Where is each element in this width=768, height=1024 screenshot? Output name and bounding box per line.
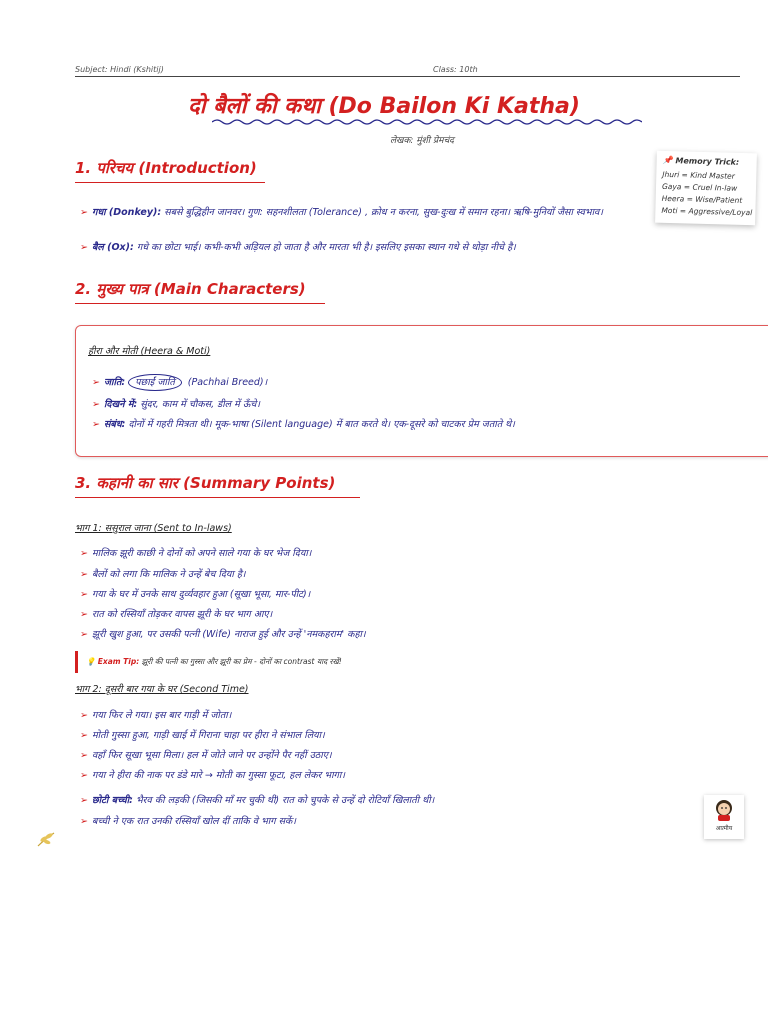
- arrow-icon: ➢: [92, 399, 100, 410]
- author-line: लेखक: मुंशी प्रेमचंद: [390, 136, 454, 146]
- arrow-icon: ➢: [80, 242, 88, 253]
- looks-point: [92, 398, 260, 411]
- memory-trick-note: [655, 151, 757, 226]
- characters-subheading: हीरा और मोती (Heera & Moti): [88, 346, 211, 357]
- relation-text: दोनों में गहरी मित्रता थी। मूक-भाषा (Silent language) में बात करते थे। एक-दूसरे को चाटकर प्रेम जताते थे।: [125, 419, 515, 430]
- part1-point: ➢ गया के घर में उनके साथ दुर्व्यवहार हुआ (सूखा भूसा, मार-पीट)।: [80, 589, 311, 600]
- section-introduction-heading: 1. परिचय (Introduction): [75, 158, 265, 183]
- memory-trick-item: Jhuri = Kind Master: [662, 169, 735, 181]
- arrow-icon: ➢: [80, 795, 88, 806]
- subject-label: Subject: Hindi (Kshitij): [75, 65, 164, 74]
- arrow-icon: ➢: [80, 569, 88, 580]
- section-summary-heading: 3. कहानी का सार (Summary Points): [75, 473, 360, 498]
- arrow-icon: ➢: [80, 770, 88, 781]
- part2-point: ➢ गया फिर ले गया। इस बार गाड़ी में जोता।: [80, 710, 232, 721]
- arrow-icon: ➢: [80, 548, 88, 559]
- ox-label: बैल (Ox):: [91, 242, 134, 253]
- arrow-icon: ➢: [80, 710, 88, 721]
- arrow-icon: ➢: [80, 207, 88, 218]
- breed-label: जाति:: [103, 377, 126, 388]
- part1-heading: भाग 1: ससुराल जाना (Sent to In-laws): [75, 523, 232, 534]
- part2-point: ➢ मोती गुस्सा हुआ, गाड़ी खाई में गिराना चाहा पर हीरा ने संभाल लिया।: [80, 730, 325, 741]
- avatar-caption: आत्मीय: [715, 825, 733, 832]
- ox-text: गधे का छोटा भाई। कभी-कभी अड़ियल हो जाता है और मारता भी है। इसलिए इसका स्थान गधे से थोड़ा नीचे है।: [133, 242, 516, 253]
- lightbulb-icon: 💡: [86, 657, 96, 666]
- arrow-icon: ➢: [80, 730, 88, 741]
- page-title: दो बैलों की कथा (Do Bailon Ki Katha): [188, 94, 580, 119]
- part2-heading: भाग 2: दूसरी बार गया के घर (Second Time): [75, 684, 249, 695]
- girl-label: छोटी बच्ची:: [91, 795, 133, 806]
- part2-point: ➢ वहाँ फिर सूखा भूसा मिला। हल में जोते जाने पर उन्होंने पैर नहीं उठाए।: [80, 750, 332, 761]
- class-label: Class: 10th: [433, 65, 478, 74]
- relation-point: [92, 418, 515, 431]
- section-characters-heading: 2. मुख्य पात्र (Main Characters): [75, 279, 325, 304]
- looks-text: सुंदर, काम में चौकस, डील में ऊँचे।: [137, 399, 260, 410]
- part2-point: ➢ बच्ची ने एक रात उनकी रस्सियाँ खोल दीं ताकि वे भाग सकें।: [80, 816, 296, 827]
- memory-trick-item: Moti = Aggressive/Loyal: [661, 205, 753, 218]
- part1-point: ➢ रात को रस्सियाँ तोड़कर वापस झूरी के घर भाग आए।: [80, 609, 273, 620]
- arrow-icon: ➢: [80, 589, 88, 600]
- girl-face-icon: [713, 798, 735, 822]
- exam-tip-label: Exam Tip:: [97, 657, 140, 666]
- wheat-icon: [36, 830, 58, 848]
- part1-point: ➢ झूरी खुश हुआ, पर उसकी पत्नी (Wife) नाराज हुई और उन्हें 'नमकहराम' कहा।: [80, 629, 366, 640]
- girl-avatar: [704, 795, 744, 839]
- relation-label: संबंध:: [103, 419, 126, 430]
- title-underline: [212, 118, 642, 126]
- exam-tip-text: झूरी की पत्नी का गुस्सा और झूरी का प्रेम - दोनों का contrast याद रखें!: [139, 657, 342, 666]
- breed-point: [92, 374, 267, 391]
- arrow-icon: ➢: [92, 419, 100, 430]
- header-divider: [75, 76, 740, 77]
- donkey-label: गधा (Donkey):: [91, 207, 162, 218]
- arrow-icon: ➢: [92, 377, 100, 388]
- looks-label: दिखने में:: [103, 399, 138, 410]
- intro-ox-point: [80, 241, 516, 254]
- donkey-text: सबसे बुद्धिहीन जानवर। गुण: सहनशीलता (Tolerance) , क्रोध न करना, सुख-दुःख में समान रहना। ऋषि-मुनियों जैसा स्वभाव।: [161, 207, 603, 218]
- breed-value-circled: पछाईं जाति: [128, 374, 182, 391]
- memory-trick-item: Gaya = Cruel In-law: [661, 181, 738, 193]
- breed-suffix: (Pachhai Breed)।: [184, 377, 268, 388]
- girl-text: भैरव की लड़की (जिसकी माँ मर चुकी थी) रात को चुपके से उन्हें दो रोटियाँ खिलाती थी।: [132, 795, 435, 806]
- part1-point: ➢ बैलों को लगा कि मालिक ने उन्हें बेच दिया है।: [80, 569, 246, 580]
- memory-trick-item: Heera = Wise/Patient: [661, 193, 743, 205]
- arrow-icon: ➢: [80, 629, 88, 640]
- intro-donkey-point: [80, 206, 640, 219]
- arrow-icon: ➢: [80, 609, 88, 620]
- girl-point: [80, 794, 434, 807]
- arrow-icon: ➢: [80, 750, 88, 761]
- part1-point: ➢ मालिक झूरी काछी ने दोनों को अपने साले गया के घर भेज दिया।: [80, 548, 312, 559]
- part2-point: ➢ गया ने हीरा की नाक पर डंडे मारे → मोती का गुस्सा फूटा, हल लेकर भागा।: [80, 770, 345, 781]
- memory-trick-title: Memory Trick:: [675, 156, 740, 167]
- exam-tip: [75, 651, 475, 673]
- arrow-icon: ➢: [80, 816, 88, 827]
- pin-icon: 📌: [662, 155, 673, 166]
